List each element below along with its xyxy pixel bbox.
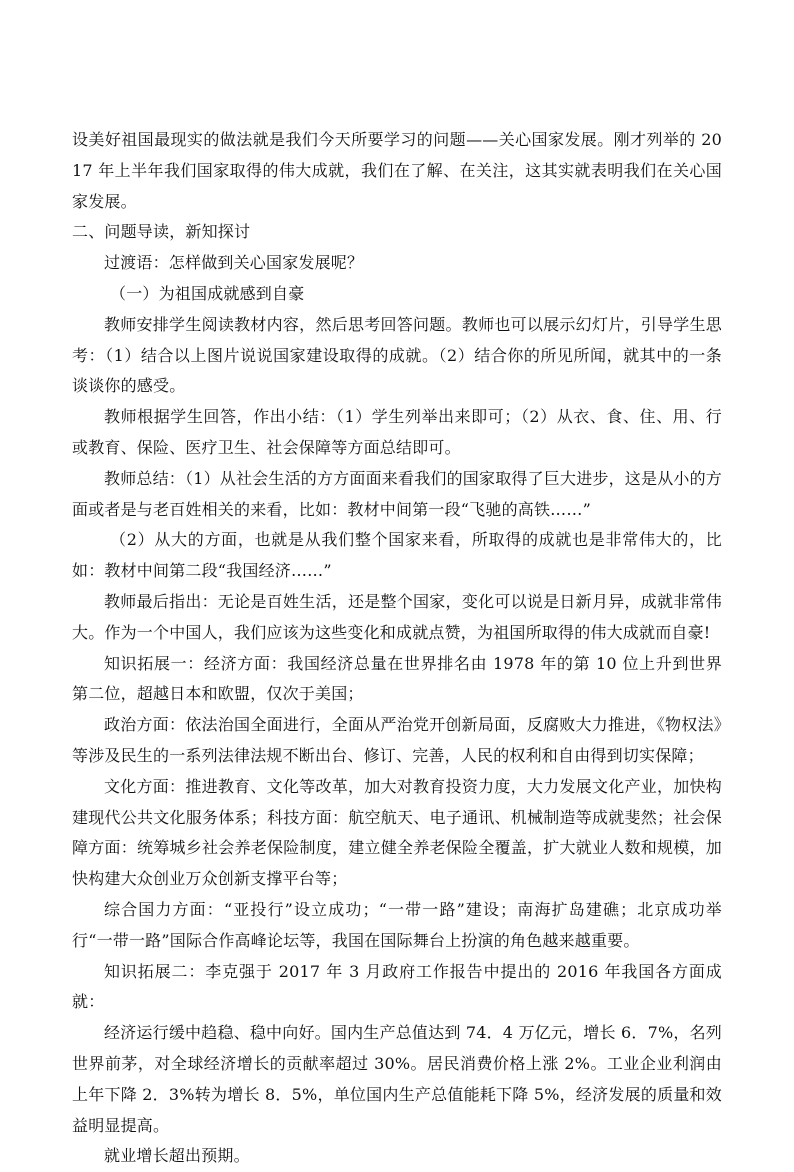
paragraph-extension-economy: 知识拓展一：经济方面：我国经济总量在世界排名由 1978 年的第 10 位上升到世界第二位，超越日本和欧盟，仅次于美国；	[72, 653, 722, 704]
paragraph-transition: 过渡语：怎样做到关心国家发展呢？	[104, 253, 364, 273]
section-heading: 二、问题导读，新知探讨	[72, 222, 251, 242]
paragraph-employment: 就业增长超出预期。	[104, 1146, 250, 1166]
paragraph-extension-culture: 文化方面：推进教育、文化等改革，加大对教育投资力度，大力发展文化产业，加快构建现代公共文化服务体系；科技方面：航空航天、电子通讯、机械制造等成就斐然；社会保障方面：统筹城乡社会养老保险制度，建立健全养老保险全覆盖，扩大就业人数和规模，加快构建大众创业万众创新支撑平台等；	[72, 776, 722, 889]
paragraph-extension-two: 知识拓展二：李克强于 2017 年 3 月政府工作报告中提出的 2016 年我国各方面成就：	[72, 961, 722, 1012]
paragraph-teacher-summary: 教师根据学生回答，作出小结：（1）学生列举出来即可；（2）从衣、食、住、用、行或教育、保险、医疗卫生、社会保障等方面总结即可。	[72, 407, 722, 457]
subsection-heading: （一）为祖国成就感到自豪	[110, 283, 305, 303]
paragraph-extension-national-power: 综合国力方面：“亚投行”设立成功；“一带一路”建设；南海扩岛建礁；北京成功举行“一带一路”国际合作高峰论坛等，我国在国际舞台上扮演的角色越来越重要。	[72, 899, 722, 950]
paragraph-teacher-final: 教师最后指出：无论是百姓生活，还是整个国家，变化可以说是日新月异，成就非常伟大。作为一个中国人，我们应该为这些变化和成就点赞，为祖国所取得的伟大成就而自豪!	[72, 591, 722, 642]
paragraph-teacher-conclusion: 教师总结：（1）从社会生活的方方面面来看我们的国家取得了巨大进步，这是从小的方面或者是与老百姓相关的来看，比如：教材中间第一段“飞驰的高铁……”	[72, 468, 722, 519]
document-body	[72, 125, 722, 1172]
paragraph-teacher-conclusion-2: （2）从大的方面，也就是从我们整个国家来看，所取得的成就也是非常伟大的，比如：教材中间第二段“我国经济……”	[72, 530, 722, 581]
paragraph-economy-stats: 经济运行缓中趋稳、稳中向好。国内生产总值达到 74．4 万亿元，增长 6．7%，名列世界前茅，对全球经济增长的贡献率超过 30%。居民消费价格上涨 2%。工业企业利润由上年下降 2．3%转为增长 8．5%，单位国内生产总值能耗下降 5%，经济发展的质量和效益明显提高。	[72, 1023, 722, 1135]
paragraph-intro: 设美好祖国最现实的做法就是我们今天所要学习的问题——关心国家发展。刚才列举的 2017 年上半年我们国家取得的伟大成就，我们在了解、在关注，这其实就表明我们在关心国家发展。	[72, 130, 722, 211]
paragraph-extension-politics: 政治方面：依法治国全面进行，全面从严治党开创新局面，反腐败大力推进，《物权法》等涉及民生的一系列法律法规不断出台、修订、完善，人民的权利和自由得到切实保障；	[72, 715, 722, 765]
paragraph-teacher-arrangement: 教师安排学生阅读教材内容，然后思考回答问题。教师也可以展示幻灯片，引导学生思考：（1）结合以上图片说说国家建设取得的成就。（2）结合你的所见所闻，就其中的一条谈谈你的感受。	[72, 314, 722, 396]
